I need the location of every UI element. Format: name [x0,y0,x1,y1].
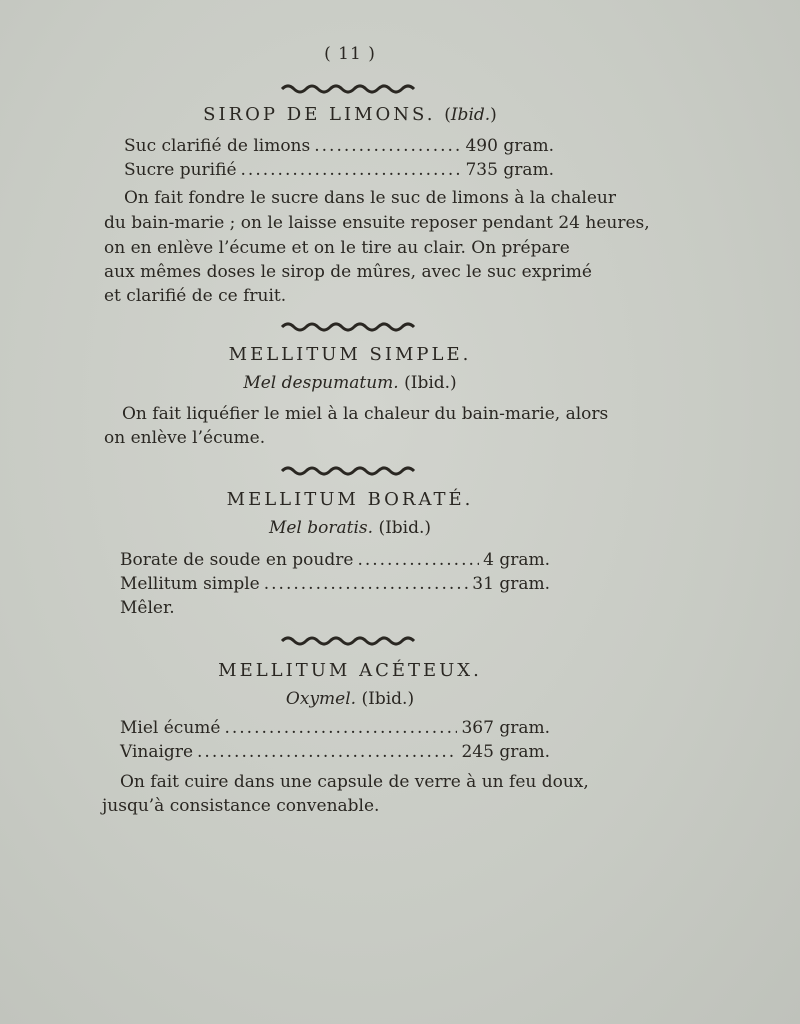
leader-dots [314,136,461,156]
ingredient-qty: 245 gram. [461,742,550,762]
ingredient-row [120,718,550,738]
section-subtitle [0,689,700,709]
section-source: (Ibid.) [404,373,457,393]
text-line: Mêler. [120,598,175,618]
ingredient-row [120,742,550,762]
section-heading-mellitum-simple: MELLITUM SIMPLE. [228,344,472,365]
ingredient-row [120,550,550,570]
ingredient-name: Vinaigre [120,742,194,762]
section-title: SIROP DE LIMONS. [203,104,436,125]
leader-dots [357,550,479,570]
ingredient-row [124,160,554,180]
text-line: du bain-marie ; on le laisse ensuite reposer pendant 24 heures, [104,213,650,233]
ingredient-name: Mellitum simple [120,574,260,594]
ingredient-qty: 367 gram. [461,718,550,738]
text-line: jusqu’à consistance convenable. [102,796,380,816]
wave-ornament [0,318,700,332]
section-source: (Ibid.) [361,689,415,709]
text-line: On fait fondre le sucre dans le suc de limons à la chaleur [124,188,616,208]
ingredient-name: Suc clarifié de limons [124,136,311,156]
ingredient-name: Sucre purifié [124,160,237,180]
section-heading-sirop: SIROP DE LIMONS. (Ibid.) [203,104,497,125]
ingredient-row [120,574,550,594]
section-source: Ibid. [450,105,491,125]
text-line: On fait liquéfier le miel à la chaleur du bain-marie, alors [122,404,609,424]
text-line: On fait cuire dans une capsule de verre à un feu doux, [120,772,589,792]
section-source: (Ibid.) [378,518,432,538]
section-heading-mellitum-borate: MELLITUM BORATÉ. [226,489,474,510]
latin-name: Oxymel. [285,689,357,709]
wave-ornament [0,462,700,476]
text-line: et clarifié de ce fruit. [104,286,287,306]
text-line: on en enlève l’écume et on le tire au clair. On prépare [104,238,570,258]
page-number: ( 11 ) [324,44,376,64]
ingredient-row [124,136,554,156]
leader-dots [264,574,469,594]
ingredient-qty: 735 gram. [465,160,554,180]
ingredient-qty: 490 gram. [465,136,554,156]
ingredient-name: Borate de soude en poudre [120,550,354,570]
section-subtitle [0,373,700,393]
leader-dots [197,742,457,762]
wave-ornament [0,632,700,646]
ingredient-qty: 31 gram. [472,574,550,594]
text-line: aux mêmes doses le sirop de mûres, avec le suc exprimé [104,262,592,282]
leader-dots [224,718,457,738]
ingredient-name: Miel écumé [120,718,221,738]
ingredient-qty: 4 gram. [483,550,550,570]
latin-name: Mel boratis. [268,518,374,538]
wave-ornament [0,80,700,94]
leader-dots [241,160,462,180]
section-heading-mellitum-aceteux: MELLITUM ACÉTEUX. [218,660,482,681]
text-line: on enlève l’écume. [104,428,266,448]
section-subtitle [0,518,700,538]
latin-name: Mel despumatum. [243,373,399,393]
